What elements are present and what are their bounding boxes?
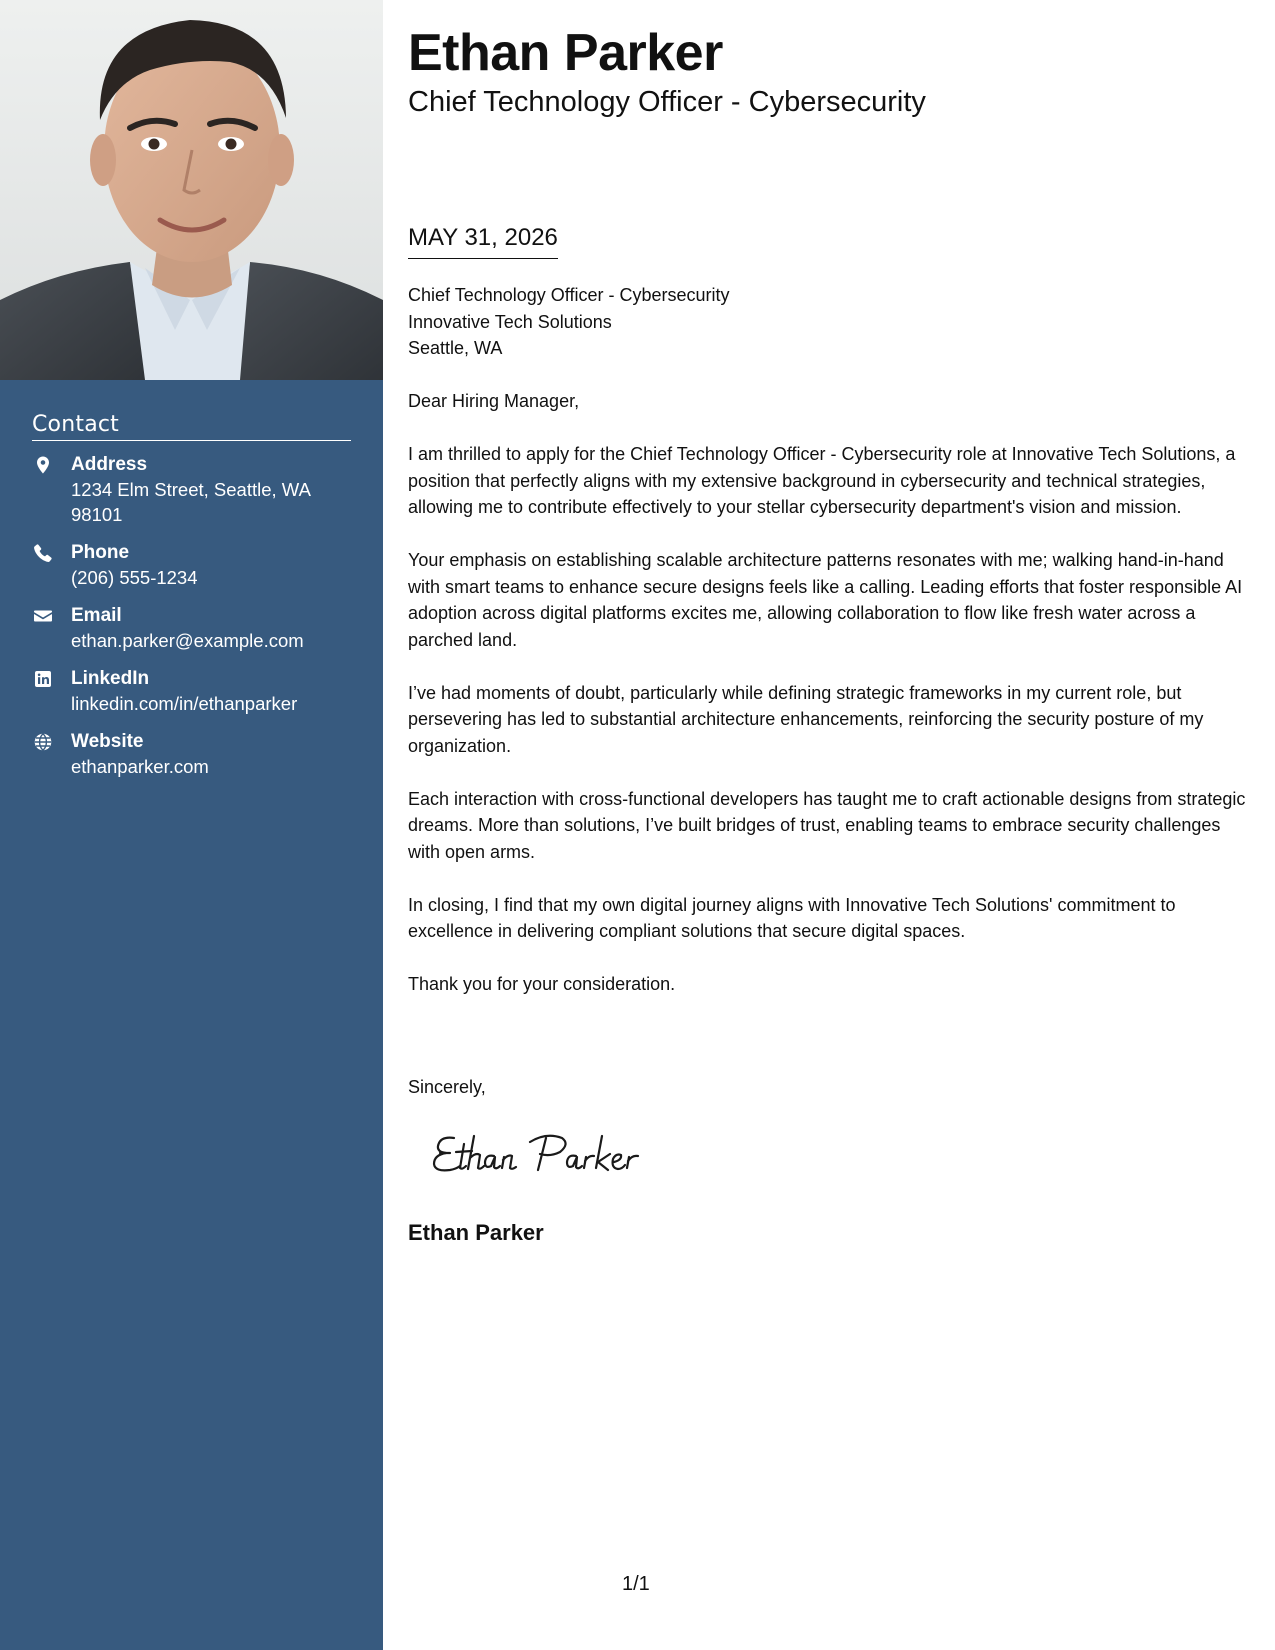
contact-value-address: 1234 Elm Street, Seattle, WA 98101 [71,479,310,525]
signer-name: Ethan Parker [408,1220,544,1245]
contact-value-phone: (206) 555-1234 [71,567,198,588]
recipient-block [408,282,729,362]
contact-label-phone: Phone [71,542,130,563]
contact-section [32,412,351,793]
letter-paragraph: I am thrilled to apply for the Chief Technology Officer - Cybersecurity role at Innovative Tech Solutions, a position that perfectly aligns with my extensive background in cybersecurity and technical strategies, allowing me to contribute effectively to your stellar cybersecurity department's vision and mission. [408,444,1236,517]
linkedin-icon [33,669,53,689]
profile-photo [0,0,383,380]
contact-item-website [32,730,351,779]
letter-paragraph: In closing, I find that my own digital journey aligns with Innovative Tech Solutions' commitment to excellence in delivering compliant solutions that secure digital spaces. [408,894,1176,941]
contact-item-phone [32,541,351,590]
page-number: 1/1 [622,1573,650,1595]
letter-paragraph: I’ve had moments of doubt, particularly while defining strategic frameworks in my current role, but persevering has led to substantial architecture enhancements, reinforcing the security posture of my organization. [408,682,1204,756]
letter-paragraph: Your emphasis on establishing scalable architecture patterns resonates with me; walking hand-in-hand with smart teams to enhance secure designs feels like a calling. Leading efforts that foster responsible AI adoption across digital platforms excites me, allowing collaboration to flow like fresh water across a parched land. [408,550,1243,650]
globe-icon [33,732,53,752]
applicant-job-title: Chief Technology Officer - Cybersecurity [408,86,926,118]
contact-item-email [32,604,351,653]
letter-paragraph: Each interaction with cross-functional developers has taught me to craft actionable designs from strategic dreams. More than solutions, I’ve built bridges of trust, enabling teams to embrace security challenges with open arms. [408,788,1246,862]
contact-value-linkedin: linkedin.com/in/ethanparker [71,693,298,714]
recipient-company: Innovative Tech Solutions [408,311,612,332]
contact-label-website: Website [71,731,144,752]
contact-label-address: Address [71,454,148,475]
sidebar [0,0,383,1650]
phone-icon [33,543,53,563]
contact-label-linkedin: LinkedIn [71,668,150,689]
contact-value-email: ethan.parker@example.com [71,630,304,651]
contact-label-email: Email [71,605,122,626]
contact-list [32,453,351,779]
contact-heading: Contact [32,412,351,441]
recipient-location: Seattle, WA [408,338,503,358]
recipient-title: Chief Technology Officer - Cybersecurity [408,285,730,305]
letter-body [408,388,1248,1024]
applicant-name: Ethan Parker [408,24,723,82]
signature-image [426,1124,666,1184]
contact-value-website: ethanparker.com [71,756,209,777]
contact-item-linkedin [32,667,351,716]
contact-item-address [32,453,351,527]
closing: Sincerely, [408,1077,486,1097]
letter-date: MAY 31, 2026 [408,222,558,259]
envelope-icon [33,606,53,626]
letter-paragraph: Thank you for your consideration. [408,974,676,994]
map-pin-icon [33,455,53,475]
salutation: Dear Hiring Manager, [408,391,580,411]
